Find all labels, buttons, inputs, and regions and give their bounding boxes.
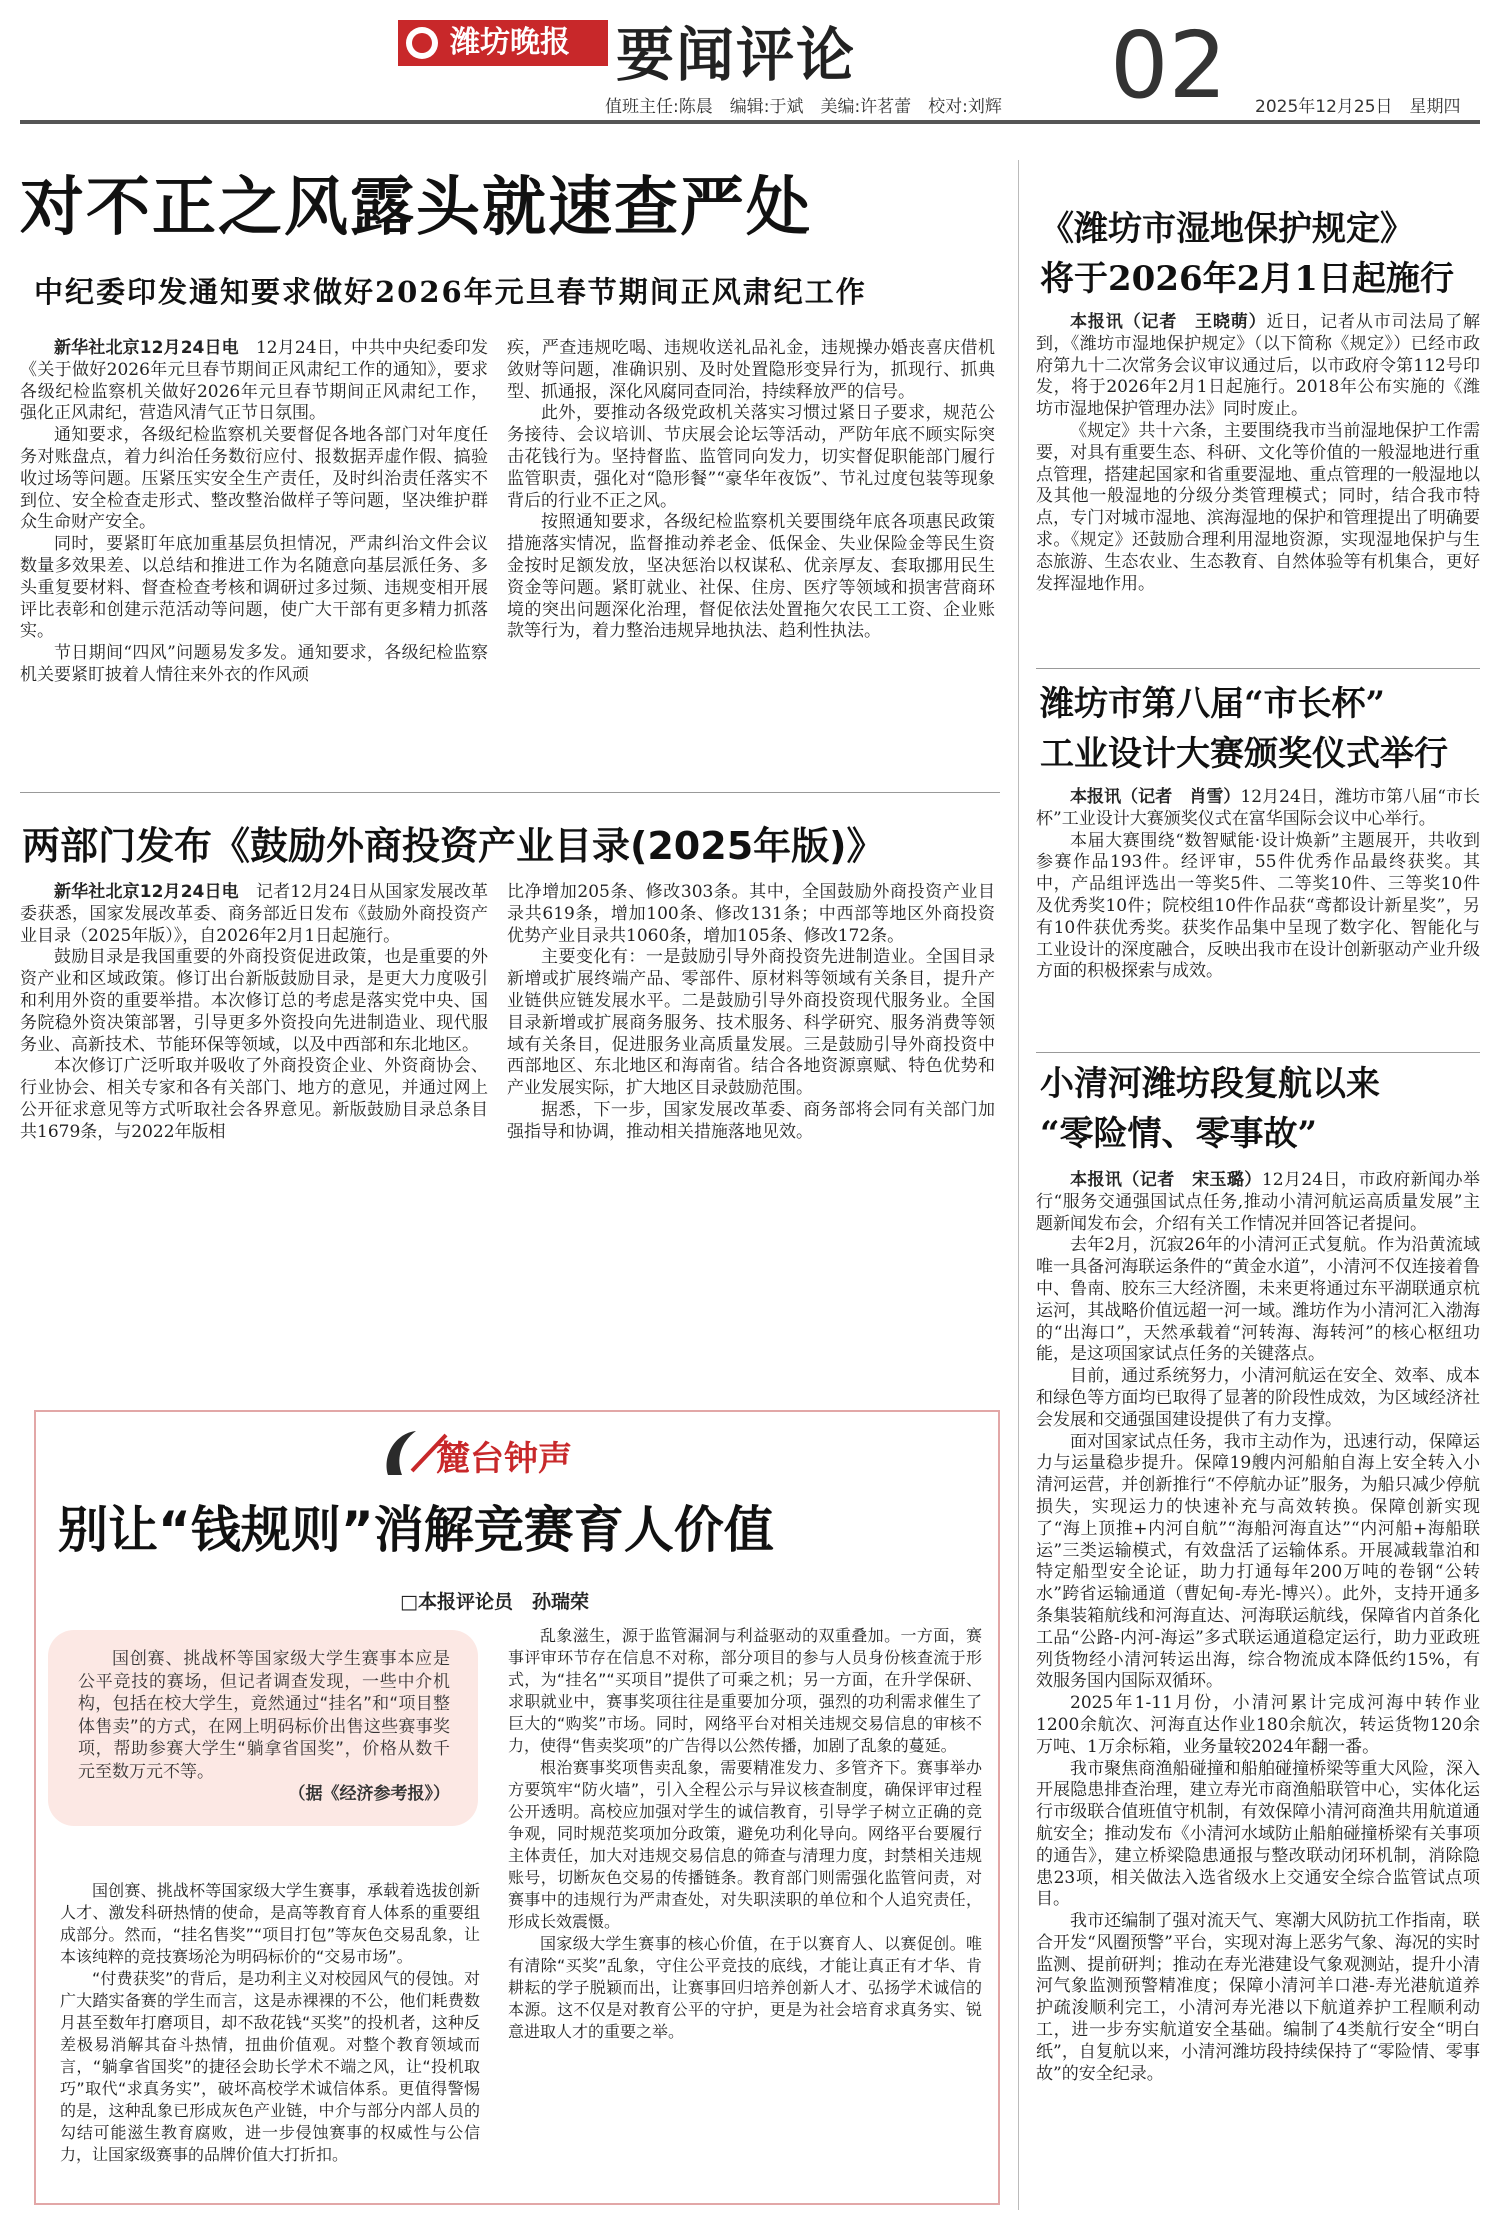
paragraph: 根治赛事奖项售卖乱象，需要精准发力、多管齐下。赛事举办方要筑牢“防火墙”，引入全程公示与异议核查制度，确保评审过程公开透明。高校应加强对学生的诚信教育，引导学子树立正确的竞争观，同时规范奖项加分政策，避免功利化导向。网络平台要履行主体责任，加大对违规交易信息的筛查与清理力度，封禁相关违规账号，切断灰色交易的传播链条。教育部门则需强化监管问责，对赛事中的违规行为严肃查处，对失职渎职的单位和个人追究责任，形成长效震慑。 — [508, 1758, 982, 1931]
paragraph: 本届大赛围绕“数智赋能·设计焕新”主题展开，共收到参赛作品193件。经评审，55件优秀作品最终获奖。其中，产品组评选出一等奖5件、二等奖10件、三等奖10件及优秀奖10件；院校组10件作品获“鸢都设计新星奖”，另有10件获优秀奖。获奖作品集中呈现了数字化、智能化与工业设计的深度融合，反映出我市在设计创新驱动产业升级方面的积极探索与成效。 — [1036, 830, 1480, 982]
page-number: 02 — [1110, 12, 1228, 119]
paragraph: 我市聚焦商渔船碰撞和船舶碰撞桥梁等重大风险，深入开展隐患排查治理，建立寿光市商渔船联管中心，实体化运行市级联合值班值守机制，有效保障小清河商渔共用航道通航安全；推动发布《小清河水域防止船舶碰撞桥梁有关事项的通告》，建立桥梁隐患通报与整改联动闭环机制，消除隐患23项，相关做法入选省级水上交通安全综合监管试点项目。 — [1036, 1758, 1480, 1910]
section-title: 要闻评论 — [616, 21, 857, 89]
paragraph: 通知要求，各级纪检监察机关要督促各地各部门对年度任务对账盘点，着力纠治任务数衍应付、报数据弄虚作假、搞验收过场等问题。压紧压实安全生产责任，及时纠治责任落实不到位、安全检查走形式、整改整治做样子等问题，坚决维护群众生命财产安全。 — [20, 425, 488, 533]
paragraph: 据悉，下一步，国家发展改革委、商务部将会同有关部门加强指导和协调，推动相关措施落地见效。 — [507, 1099, 995, 1142]
right-story3-title-1: 小清河潍坊段复航以来 — [1040, 1064, 1380, 1104]
column-divider — [1018, 160, 1019, 2210]
right-story2-title-2: 工业设计大赛颁奖仪式举行 — [1040, 734, 1448, 774]
lead-headline: 对不正之风露头就速查严处 — [20, 171, 812, 245]
paragraph: 同时，要紧盯年底加重基层负担情况，严肃纠治文件会议数量多效果差、以总结和推进工作为名随意向基层派任务、多头重复要材料、督查检查考核和调研过多过频、违规变相开展评比表彰和创建示范活动等问题，使广大干部有更多精力抓落实。 — [20, 534, 488, 642]
separator — [1036, 668, 1480, 669]
byline: 本报讯（记者 王晓萌） — [1070, 312, 1267, 332]
paragraph: 12月24日，中共中央纪委印发《关于做好2026年元旦春节期间正风肃纪工作的通知》，要求各级纪检监察机关做好2026年元旦春节期间正风肃纪工作，强化正风肃纪，营造风清气正节日氛围。 — [20, 338, 488, 424]
right-story2-body — [1036, 787, 1480, 1049]
wf-logo-icon — [406, 27, 438, 59]
paragraph: 疾，严查违规吃喝、违规收送礼品礼金，违规操办婚丧喜庆借机敛财等问题，准确识别、及时处置隐形变异行为，抓现行、抓典型、抓通报，深化风腐同查同治，持续释放严的信号。 — [507, 338, 995, 402]
paragraph: 《规定》共十六条，主要围绕我市当前湿地保护工作需要，对具有重要生态、科研、文化等价值的一般湿地进行重点管理，搭建起国家和省重要湿地、重点管理的一般湿地以及其他一般湿地的分级分类管理模式；同时，结合我市特点，专门对城市湿地、滨海湿地的保护和管理提出了明确要求。《规定》还鼓励合理利用湿地资源，实现湿地保护与生态旅游、生态农业、生态教育、自然体验等有机集合，更好发挥湿地作用。 — [1036, 420, 1480, 594]
brand-logo — [398, 20, 608, 66]
brand-name: 潍坊晚报 — [450, 25, 570, 60]
column-name: 麓台钟声 — [436, 1439, 572, 1479]
editors-line: 值班主任:陈晨 编辑:于斌 美编:许茗蕾 校对:刘辉 — [605, 97, 1002, 117]
commentary-column-1 — [60, 1880, 480, 2198]
right-story3-title-2: “零险情、零事故” — [1040, 1114, 1318, 1154]
paragraph: 鼓励目录是我国重要的外商投资促进政策，也是重要的外资产业和区域政策。修订出台新版鼓励目录，是更大力度吸引和利用外资的重要举措。本次修订总的考虑是落实党中央、国务院稳外资决策部署，引导更多外资投向先进制造业、现代服务业、高新技术、节能环保等领域，以及中西部和东北地区。 — [20, 947, 488, 1055]
second-dateline: 新华社北京12月24日电 — [54, 882, 239, 902]
quote-text — [78, 1648, 450, 1828]
paragraph: 近日，记者从市司法局了解到，《潍坊市湿地保护规定》（以下简称《规定》）已经市政府第九十二次常务会议审议通过后，以市政府令第112号印发，将于2026年2月1日起施行。2018年公布实施的《潍坊市湿地保护管理办法》同时废止。 — [1036, 312, 1480, 420]
right-story1-body — [1036, 312, 1480, 662]
byline: 本报讯（记者 肖雪） — [1070, 787, 1241, 807]
separator — [1036, 1052, 1480, 1053]
right-story1-title-2: 将于2026年2月1日起施行 — [1040, 259, 1454, 299]
masthead-rule — [20, 120, 1480, 124]
paragraph: 12月24日，潍坊市第八届“市长杯”工业设计大赛颁奖仪式在富华国际会议中心举行。 — [1036, 787, 1480, 829]
quote-body: 国创赛、挑战杯等国家级大学生赛事本应是公平竞技的赛场，但记者调查发现，一些中介机构，包括在校大学生，竟然通过“挂名”和“项目整体售卖”的方式，在网上明码标价出售这些赛事奖项，帮助参赛大学生“躺拿省国奖”，价格从数千元至数万元不等。 — [78, 1649, 450, 1782]
right-story3-body — [1036, 1170, 1480, 2210]
commentary-byline: □本报评论员 孙瑞荣 — [400, 1591, 589, 1613]
second-column-2 — [507, 882, 995, 1394]
paragraph: 此外，要推动各级党政机关落实习惯过紧日子要求，规范公务接待、会议培训、节庆展会论坛等活动，严防年底不顾实际突击花钱行为。坚持督监、监管同向发力，切实督促职能部门履行监管职责，强化对“隐形餐”“豪华年夜饭”、节礼过度包装等现象背后的行业不正之风。 — [507, 403, 995, 511]
paragraph: 节日期间“四风”问题易发多发。通知要求，各级纪检监察机关要紧盯披着人情往来外衣的作风顽 — [20, 643, 488, 685]
separator — [20, 792, 1000, 793]
paragraph: 目前，通过系统努力，小清河航运在安全、效率、成本和绿色等方面均已取得了显著的阶段性成效，为区域经济社会发展和交通强国建设提供了有力支撑。 — [1036, 1366, 1480, 1430]
paragraph: 比净增加205条、修改303条。其中，全国鼓励外商投资产业目录共619条，增加100条、修改131条；中西部等地区外商投资优势产业目录共1060条，增加105条、修改172条。 — [507, 882, 995, 946]
paragraph: 乱象滋生，源于监管漏洞与利益驱动的双重叠加。一方面，赛事评审环节存在信息不对称，部分项目的参与人员身份核查流于形式，为“挂名”“买项目”提供了可乘之机；另一方面，在升学保研、求职就业中，赛事奖项往往是重要加分项，强烈的功利需求催生了巨大的“购奖”市场。同时，网络平台对相关违规交易信息的审核不力，使得“售卖奖项”的广告得以公然传播，加剧了乱象的蔓延。 — [508, 1626, 982, 1755]
masthead — [0, 0, 1500, 125]
paragraph: 2025年1-11月份，小清河累计完成河海中转作业1200余航次、河海直达作业180余航次，转运货物120余万吨、1万余标箱，业务量较2024年翻一番。 — [1036, 1693, 1480, 1757]
quote-source: （据《经济参考报》） — [288, 1784, 450, 1804]
paragraph: 国家级大学生赛事的核心价值，在于以赛育人、以赛促创。唯有清除“买奖”乱象，守住公平竞技的底线，才能让真正有才华、肯耕耘的学子脱颖而出，让赛事回归培养创新人才、弘扬学术诚信的本源。这不仅是对教育公平的守护，更是为社会培育求真务实、锐意进取人才的重要之举。 — [508, 1934, 982, 2041]
issue-date: 2025年12月25日 星期四 — [1255, 97, 1461, 117]
paragraph: 12月24日，市政府新闻办举行“服务交通强国试点任务,推动小清河航运高质量发展”主题新闻发布会，介绍有关工作情况并回答记者提问。 — [1036, 1170, 1480, 1234]
commentary-headline: 别让“钱规则”消解竞赛育人价值 — [58, 1501, 774, 1559]
second-column-1 — [20, 882, 488, 1394]
lead-subheadline: 中纪委印发通知要求做好2026年元旦春节期间正风肃纪工作 — [34, 275, 867, 309]
paragraph: 去年2月，沉寂26年的小清河正式复航。作为沿黄流域唯一具备河海联运条件的“黄金水道”，小清河不仅连接着鲁中、鲁南、胶东三大经济圈，未来更将通过东平湖联通京杭运河，其战略价值远超一河一域。潍坊作为小清河汇入渤海的“出海口”，天然承载着“河转海、海转河”的核心枢纽功能，是这项国家试点任务的关键落点。 — [1036, 1235, 1480, 1365]
paragraph: “付费获奖”的背后，是功利主义对校园风气的侵蚀。对广大踏实备赛的学生而言，这是赤裸裸的不公，他们耗费数月甚至数年打磨项目，却不敌花钱“买奖”的投机者，这种反差极易消解其奋斗热情，扭曲价值观。对整个教育领域而言，“躺拿省国奖”的捷径会助长学术不端之风，让“投机取巧”取代“求真务实”，破坏高校学术诚信体系。更值得警惕的是，这种乱象已形成灰色产业链，中介与部分内部人员的勾结可能滋生教育腐败，进一步侵蚀赛事的权威性与公信力，让国家级赛事的品牌价值大打折扣。 — [60, 1969, 480, 2164]
column-logo — [376, 1425, 616, 1481]
paragraph: 记者12月24日从国家发展改革委获悉，国家发展改革委、商务部近日发布《鼓励外商投资产业目录（2025年版）》，自2026年2月1日起施行。 — [20, 882, 488, 946]
lead-dateline: 新华社北京12月24日电 — [54, 338, 239, 358]
byline: 本报讯（记者 宋玉璐） — [1070, 1170, 1262, 1190]
second-headline: 两部门发布《鼓励外商投资产业目录(2025年版)》 — [22, 824, 885, 868]
lead-column-1 — [20, 338, 488, 778]
lead-column-2 — [507, 338, 995, 778]
paragraph: 本次修订广泛听取并吸收了外商投资企业、外资商协会、行业协会、相关专家和各有关部门、地方的意见，并通过网上公开征求意见等方式听取社会各界意见。新版鼓励目录总条目共1679条，与2022年版相 — [20, 1056, 488, 1142]
paragraph: 国创赛、挑战杯等国家级大学生赛事，承载着选拔创新人才、激发科研热情的使命，是高等教育育人体系的重要组成部分。然而，“挂名售奖”“项目打包”等灰色交易乱象，让本该纯粹的竞技赛场沦为明码标价的“交易市场”。 — [60, 1881, 480, 1966]
paragraph: 按照通知要求，各级纪检监察机关要围绕年底各项惠民政策措施落实情况，监督推动养老金、低保金、失业保险金等民生资金按时足额发放，坚决惩治以权谋私、优亲厚友、套取挪用民生资金等问题。紧盯就业、社保、住房、医疗等领域和损害营商环境的突出问题深化治理，督促依法处置拖欠农民工工资、企业账款等行为，着力整治违规异地执法、趋利性执法。 — [507, 512, 995, 642]
paragraph: 面对国家试点任务，我市主动作为，迅速行动，保障运力与运量稳步提升。保障19艘内河船舶自海上安全转入小清河运营，并创新推行“不停航办证”服务，为船只减少停航损失，实现运力的快速补充与高效转换。保障创新实现了“海上顶推+内河自航”“海船河海直达”“内河船+海船联运”三类运输模式，有效盘活了运输体系。开展减载靠泊和特定船型安全论证，助力打通每年200万吨的卷钢“公转水”跨省运输通道（曹妃甸-寿光-博兴）。此外，支持开通多条集装箱航线和河海直达、河海联运航线，保障省内首条化工品“公路-内河-海运”多式联运通道稳定运行，助力亚政班列货物经小清河转运出海，综合物流成本降低约15%，有效服务国内国际双循环。 — [1036, 1431, 1480, 1692]
paragraph: 我市还编制了强对流天气、寒潮大风防抗工作指南，联合开发“风圈预警”平台，实现对海上恶劣气象、海况的实时监测、提前研判；推动在寿光港建设气象观测站，提升小清河气象监测预警精准度；保障小清河羊口港-寿光港航道养护疏浚顺利完工，小清河寿光港以下航道养护工程顺利动工，进一步夯实航道安全基础。编制了4类航行安全“明白纸”，自复航以来，小清河潍坊段持续保持了“零险情、零事故”的安全纪录。 — [1036, 1911, 1480, 2084]
right-story1-title-1: 《潍坊市湿地保护规定》 — [1040, 209, 1414, 249]
paragraph: 主要变化有：一是鼓励引导外商投资先进制造业。全国目录新增或扩展终端产品、零部件、原材料等领域有关条目，提升产业链供应链发展水平。二是鼓励引导外商投资现代服务业。全国目录新增或扩展商务服务、技术服务、科学研究、服务消费等领域有关条目，促进服务业高质量发展。三是鼓励引导外商投资中西部地区、东北地区和海南省。结合各地资源禀赋、特色优势和产业发展实际，扩大地区目录鼓励范围。 — [507, 947, 995, 1099]
right-story2-title-1: 潍坊市第八届“市长杯” — [1040, 684, 1386, 724]
commentary-column-2 — [508, 1625, 982, 2200]
